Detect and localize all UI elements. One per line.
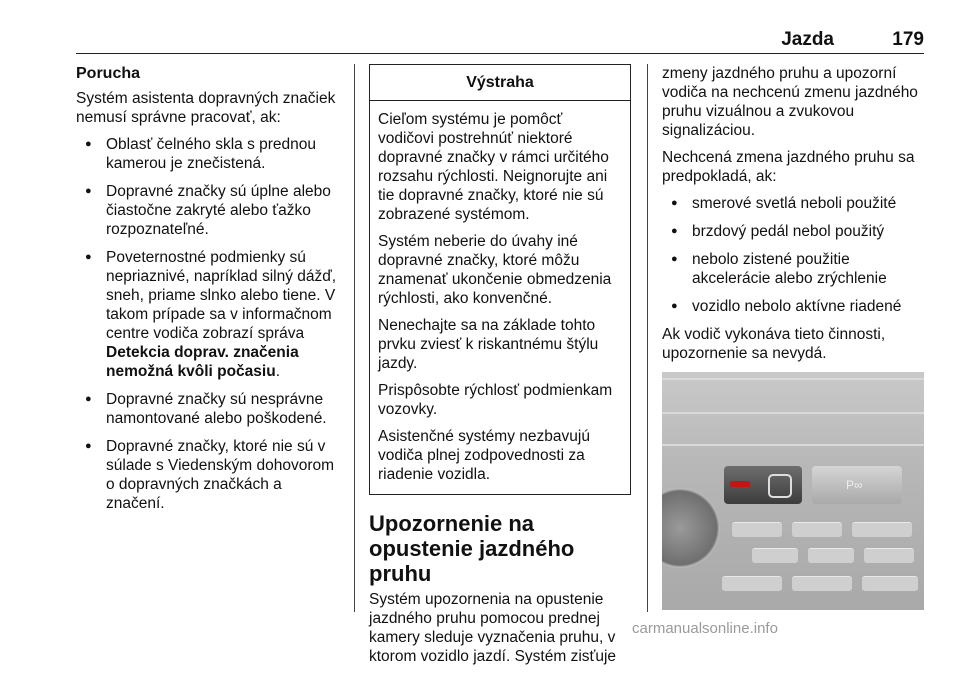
column-divider — [354, 64, 355, 612]
console-key — [864, 548, 914, 563]
malfunction-list — [76, 135, 338, 513]
list-item: ● Dopravné značky, ktoré nie sú v súlade s Viedenským dohovorom o dopravných značkách a značení. — [76, 437, 338, 513]
list-item: ● nebolo zistené použitie akcelerácie alebo zrýchlenie — [662, 250, 924, 288]
warning-paragraph: Asistenčné systémy nezbavujú vodiča plnej zodpovednosti za riadenie vozidla. — [378, 428, 590, 483]
console-key — [752, 548, 798, 563]
list-item-text: . — [275, 363, 280, 380]
console-key — [732, 522, 782, 537]
list-item: ● smerové svetlá neboli použité — [662, 194, 924, 213]
photo-trim — [662, 412, 924, 414]
console-key — [808, 548, 854, 563]
warning-title: Výstraha — [370, 65, 630, 101]
list-item: ● brzdový pedál nebol použitý — [662, 222, 924, 241]
console-key — [792, 576, 852, 591]
list-item-text: Poveternostné podmienky sú nepriaznivé, napríklad silný dážď, sneh, priame slnko alebo tiene. V takom prípade sa v informačnom centre vodiča zobrazí správa — [106, 249, 337, 342]
led-indicator — [730, 481, 750, 487]
conditions-list — [662, 194, 924, 316]
photo-trim — [662, 378, 924, 380]
console-key — [852, 522, 912, 537]
dashboard-photo — [662, 372, 924, 610]
warning-paragraph: Prispôsobte rýchlosť podmienkam vozovky. — [378, 382, 613, 418]
display-message: Detekcia doprav. značenia nemožná kvôli počasiu — [106, 344, 299, 380]
section-heading-lane-departure: Upozornenie na opustenie jazdného pruhu — [369, 511, 575, 586]
lane-assist-button — [724, 466, 802, 504]
column-divider — [647, 64, 648, 612]
paragraph: zmeny jazdného pruhu a upozorní vodiča na nechcenú zmenu jazdného pruhu vizuálnou a zvukovou signalizáciou. — [662, 65, 918, 139]
warning-paragraph: Systém neberie do úvahy iné dopravné značky, ktoré môžu znamenať ukončenie obmedzenia rýchlosti, ako konvenčné. — [378, 233, 612, 307]
list-item: ● Dopravné značky sú nesprávne namontované alebo poškodené. — [76, 390, 338, 428]
park-assist-button — [812, 466, 902, 504]
warning-body — [370, 101, 630, 494]
warning-paragraph: Cieľom systému je pomôcť vodičovi postrehnúť niektoré dopravné značky v rámci určitého rozsahu rýchlosti. Neignorujte ani tie dopravné značky, ktoré nie sú zobrazené systémom. — [378, 111, 609, 223]
page-header — [76, 29, 924, 54]
section-title: Jazda — [781, 29, 834, 50]
page-number: 179 — [892, 29, 924, 50]
console-key — [792, 522, 842, 537]
warning-box — [369, 64, 631, 495]
list-item: ● Oblasť čelného skla s prednou kamerou je znečistená. — [76, 135, 338, 173]
heading-porucha: Porucha — [76, 65, 141, 82]
lane-departure-icon — [768, 474, 792, 498]
park-assist-label: P∞ — [846, 478, 863, 492]
list-item — [76, 248, 338, 381]
list-item: ● vozidlo nebolo aktívne riadené — [662, 297, 924, 316]
list-item: ● Dopravné značky sú úplne alebo čiastočne zakryté alebo ťažko rozpoznateľné. — [76, 182, 338, 239]
watermark: carmanualsonline.info — [632, 620, 778, 637]
console-key — [722, 576, 782, 591]
column-middle — [369, 64, 631, 674]
photo-trim — [662, 444, 924, 446]
column-left — [76, 64, 338, 522]
intro-text: Systém asistenta dopravných značiek nemusí správne pracovať, ak: — [76, 90, 336, 126]
warning-paragraph: Nenechajte sa na základe tohto prvku zviesť k riskantnému štýlu jazdy. — [378, 317, 599, 372]
section-text: Systém upozornenia na opustenie jazdného pruhu pomocou prednej kamery sleduje vyznačenia pruhu, v ktorom vozidlo jazdí. Systém zisťuje — [369, 591, 617, 665]
paragraph: Nechcená zmena jazdného pruhu sa predpokladá, ak: — [662, 149, 915, 185]
column-right — [662, 64, 924, 402]
console-key — [862, 576, 918, 591]
paragraph: Ak vodič vykonáva tieto činnosti, upozornenie sa nevydá. — [662, 326, 886, 362]
rotary-knob — [662, 488, 720, 568]
